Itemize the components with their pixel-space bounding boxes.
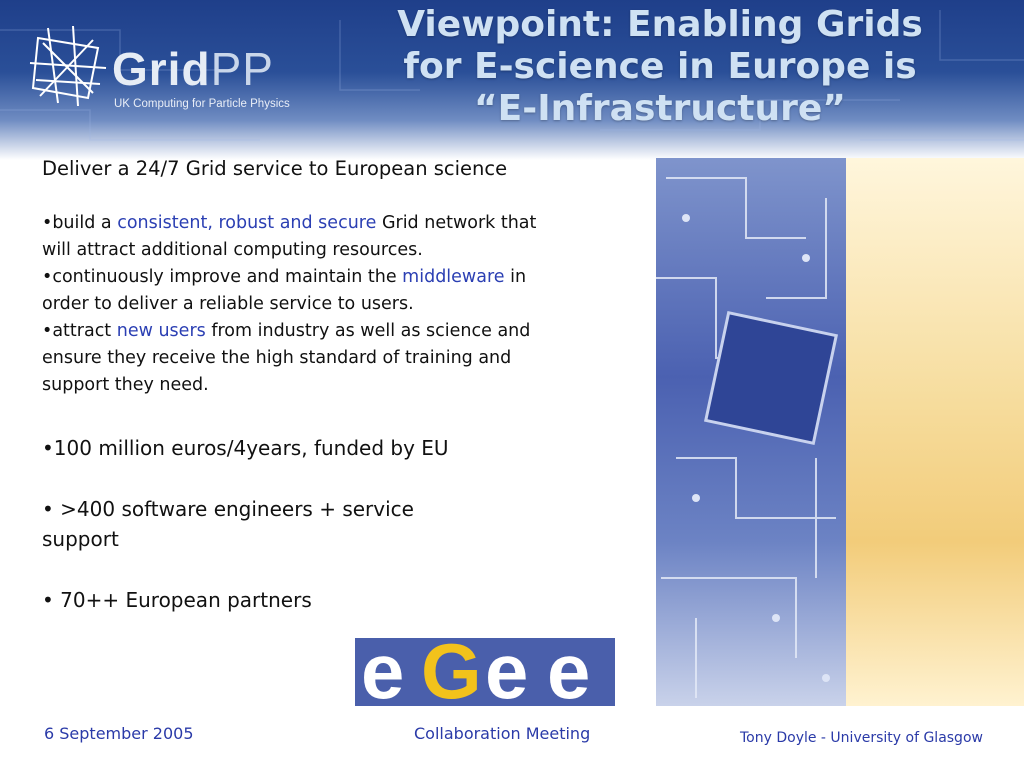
egee-logo (355, 638, 615, 706)
footer-event: Collaboration Meeting (414, 724, 591, 743)
svg-text:e: e (485, 638, 529, 706)
slide-body (42, 154, 542, 615)
bullet3-prefix: •attract (42, 321, 117, 341)
bullet-middleware (42, 264, 542, 318)
bullet2-prefix: •continuously improve and maintain the (42, 267, 403, 287)
footer-author: Tony Doyle - University of Glasgow (740, 730, 983, 746)
intro-text: Deliver a 24/7 Grid service to European science (42, 157, 508, 180)
svg-text:e: e (547, 638, 591, 706)
spacer (42, 463, 542, 494)
spacer (42, 184, 542, 210)
bullet-funding: •100 million euros/4years, funded by EU (42, 436, 449, 460)
spacer (42, 554, 542, 585)
bullet-new-users (42, 318, 542, 399)
bullet-partners: • 70++ European partners (42, 588, 312, 612)
title-line-1: Viewpoint: Enabling Grids (397, 4, 923, 45)
bullet3-suffix: from industry as well as science and ensure they receive the high standard of training and support they need. (42, 321, 531, 395)
logo-subtitle: UK Computing for Particle Physics (114, 98, 290, 110)
bullet2-highlight: middleware (402, 267, 505, 287)
svg-text:e: e (361, 638, 405, 706)
svg-text:G: G (421, 638, 482, 706)
grid-globe-icon (28, 18, 108, 108)
bullet-consistent (42, 210, 542, 264)
bullet1-highlight: consistent, robust and secure (117, 213, 377, 233)
logo-name-suffix: PP (210, 43, 274, 95)
bullet2-suffix: in order to deliver a reliable service to users. (42, 267, 527, 314)
spacer (42, 399, 542, 433)
circuit-board-photo (656, 158, 846, 706)
title-line-3: “E-Infrastructure” (474, 88, 846, 129)
decorative-gradient-panel (846, 158, 1024, 706)
circuit-board-illustration (656, 158, 846, 706)
logo-name: GridPP (112, 43, 274, 95)
logo-wordmark (112, 42, 274, 96)
bullet3-highlight: new users (116, 321, 206, 341)
slide-header (0, 0, 1024, 160)
bullet1-prefix: •build a (42, 213, 118, 233)
slide-title (360, 4, 960, 130)
footer-date: 6 September 2005 (44, 724, 194, 743)
bullet1-suffix: Grid network that will attract additional computing resources. (42, 213, 537, 260)
title-line-2: for E-science in Europe is (403, 46, 917, 87)
egee-logo-graphic (355, 638, 615, 706)
gridpp-logo (28, 18, 328, 118)
bullet-engineers: • >400 software engineers + service support (42, 497, 414, 551)
